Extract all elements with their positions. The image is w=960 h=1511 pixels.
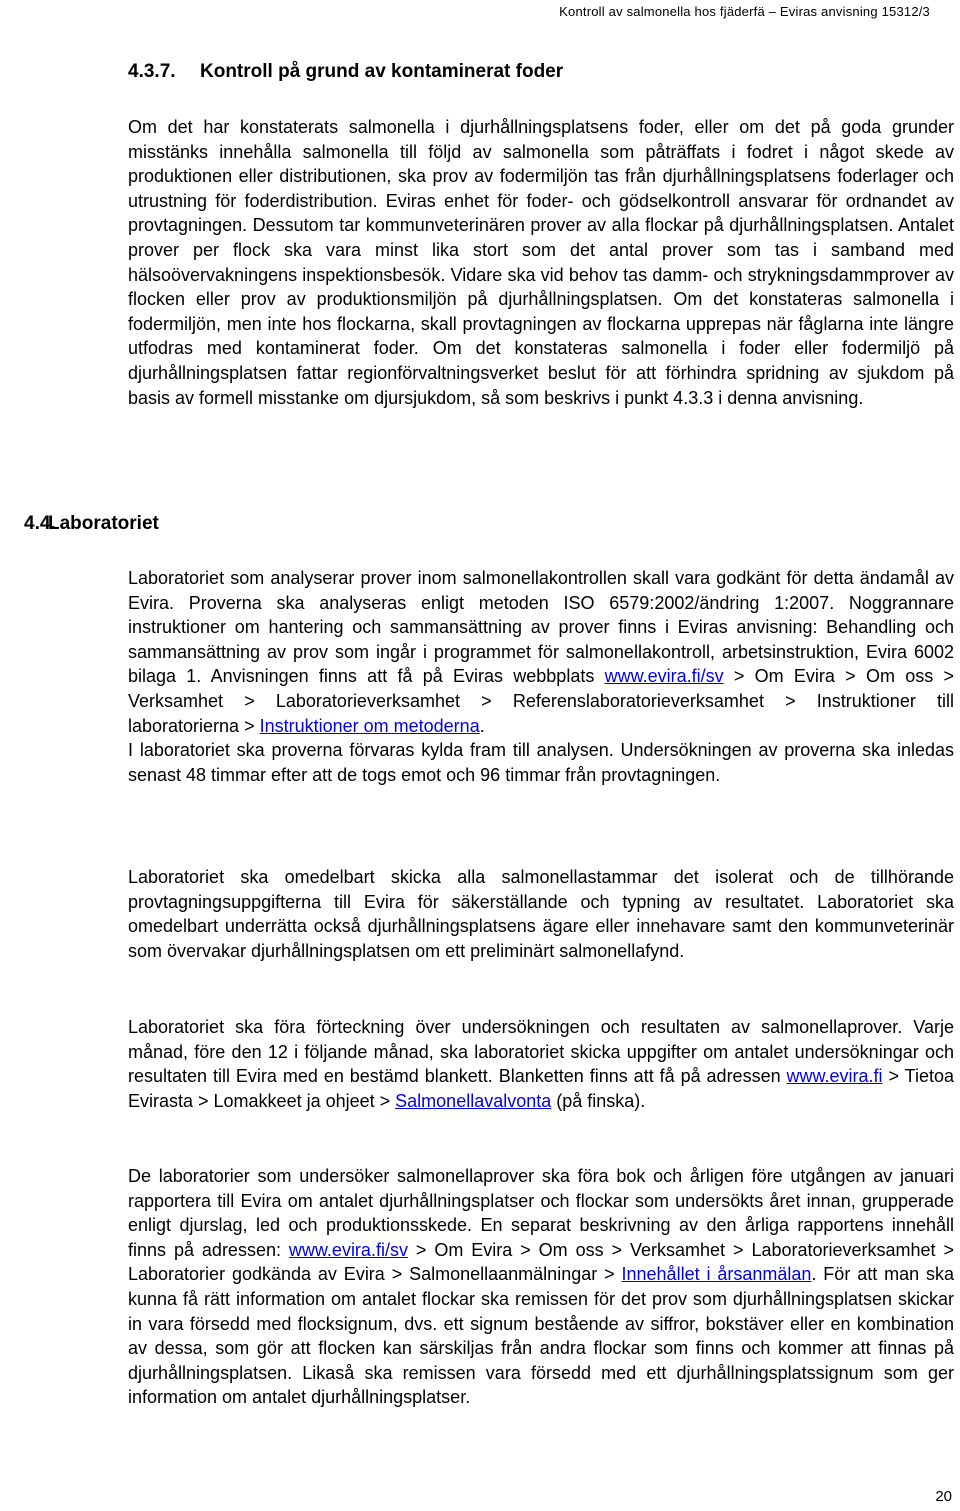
paragraph-monthly-report [128,1015,954,1113]
salmonellavalvonta-link[interactable]: Salmonellavalvonta [395,1090,552,1111]
text-segment: I laboratoriet ska proverna förvaras kylda fram till analysen. Undersökningen av proverna ska inledas senast 48 timmar efter att de togs emot och 96 timmar från provtagningen. [128,740,954,785]
evira-sv-link[interactable]: www.evira.fi/sv [604,666,724,687]
instructions-methods-link[interactable]: Instruktioner om metoderna [259,715,480,736]
paragraph-annual-report [128,1164,954,1410]
section-number: 4.4. [24,513,56,534]
section-title: Kontroll på grund av kontaminerat foder [200,61,564,82]
section-heading-4-3-7 [128,61,563,83]
section-title: Laboratoriet [48,513,159,534]
paragraph-salmonella-strains: Laboratoriet ska omedelbart skicka alla salmonellastammar det isolerat och de tillhörande provtagningsuppgifterna till Evira för säkerställande och typning av resultatet. Laboratoriet ska omedelbart underrätta också djurhållningsplatsens ägare eller innehavare samt den kommunveterinär som övervakar djurhållningsplatsen om ett preliminärt salmonellafynd. [128,867,954,961]
section-number: 4.3.7. [128,61,176,82]
paragraph-laboratory-approval [128,566,954,787]
page-header: Kontroll av salmonella hos fjäderfä – Eviras anvisning 15312/3 [559,4,930,19]
paragraph-contaminated-feed: Om det har konstaterats salmonella i djurhållningsplatsens foder, eller om det på goda grunder misstänks innehålla salmonella till följd av salmonella som påträffats i fodret i något skede av produktionen eller distributionen, ska prov av fodermiljön tas från djurhållningsplatsens foderlager och utrustning för foderdistribution. Eviras enhet för foder- och gödselkontroll ansvarar för ordnandet av provtagningen. Dessutom tar kommunveterinären prover av alla flockar på djurhållningsplatsen. Antalet prover per flock ska vara minst lika stort som det antal prover som tas i samband med hälsoövervakningens inspektionsbesök. Vidare ska vid behov tas damm- och strykningsdammprover av flocken eller prov av produktionsmiljön på djurhållningsplatsen. Om det konstateras salmonella i fodermiljön, men inte hos flockarna, skall provtagningen av flockarna upprepas när fåglarna inte längre utfodras med kontaminerat foder. Om det konstateras salmonella i foder eller fodermiljö på djurhållningsplatsen fattar regionförvaltningsverket beslut för att förhindra spridning av sjukdom på basis av formell misstanke om djursjukdom, så som beskrivs i punkt 4.3.3 i denna anvisning. [128,117,954,408]
section-heading-4-4 [24,513,159,535]
text-segment: (på finska). [551,1090,646,1111]
text-segment: . [479,715,485,736]
text-segment: > Tietoa Evirasta > Lomakkeet ja ohjeet > [128,1066,954,1111]
text-segment: > Om Evira > Om oss > Verksamhet > Laboratorieverksamhet > Referenslaboratorieverksamhet > Instruktioner till laboratorierna > [128,666,954,736]
text-segment: > Om Evira > Om oss > Verksamhet > Laboratorieverksamhet > Laboratorier godkända av Evira > Salmonellaanmälningar > [128,1239,954,1285]
annual-report-content-link[interactable]: Innehållet i årsanmälan [621,1264,812,1285]
evira-sv-link-annual[interactable]: www.evira.fi/sv [288,1239,408,1260]
text-segment: Laboratoriet som analyserar prover inom salmonellakontrollen skall vara godkänt för detta ändamål av Evira. Proverna ska analyseras enligt metoden ISO 6579:2002/ändring 1:2007. Noggrannare instruktioner om hantering och sammansättning av prover finns i Eviras anvisning: Behandling och sammansättning av prov som ingår i programmet för salmonellakontroll, arbetsinstruktion, Evira 6002 bilaga 1. Anvisningen finns att få på Eviras webbplats [128,568,954,687]
text-segment: . För att man ska kunna få rätt information om antalet flockar ska remissen för det prov som djurhållningsplatsen skickar in vara försedd med flocksignum, dvs. ett signum bestående av siffror, bokstäver eller en kombination av dessa, som gör att flocken kan särskiljas från andra flockar som finns och kommer att finnas på djurhållningsplatsen. Likaså ska remissen vara försedd med ett djurhållningsplatssignum som ger information om antalet djurhållningsplatser. [128,1264,955,1408]
text-segment: Laboratoriet ska föra förteckning över undersökningen och resultaten av salmonellaprover. Varje månad, före den 12 i följande månad, ska laboratoriet skicka uppgifter om antalet undersökningar och resultaten till Evira med en bestämd blankett. Blanketten finns att få på adressen [128,1017,954,1087]
text-segment: De laboratorier som undersöker salmonellaprover ska föra bok och årligen före utgången av januari rapportera till Evira om antalet djurhållningsplatser och flockar som undersökts året innan, grupperade enligt djurslag, led och produktionsskede. En separat beskrivning av den årliga rapportens innehåll finns på adressen: [128,1166,954,1260]
evira-fi-link[interactable]: www.evira.fi [786,1066,883,1087]
page-number: 20 [935,1488,952,1505]
